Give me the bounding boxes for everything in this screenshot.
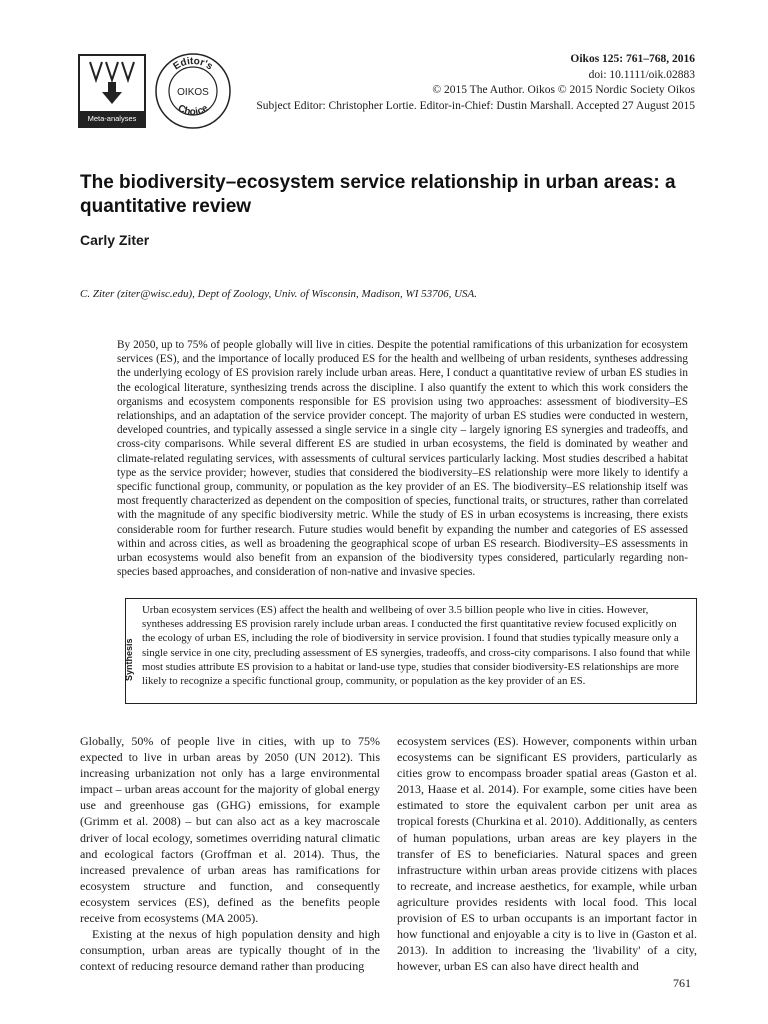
citation: Oikos 125: 761–768, 2016	[570, 53, 695, 65]
body-paragraph: ecosystem services (ES). However, components within urban ecosystems can be significant ES providers, particularly as cities grow to encompass broader spatial areas (Gaston et al. 2013, Haase et al. 2014). For example, some cities have been estimated to store the equivalent carbon per unit area as tropical forests (Churkina et al. 2010). Additionally, as centers of human populations, urban areas are key players in the transfer of ES to beneficiaries. Natural spaces and green infrastructure within urban areas provide citizens with places to recreate, and increase aesthetics, for example, while urban agriculture provides residents with local food. This local provision of ES to urban occupants is an important factor in how functional and enjoyable a city is to live in (Gaston et al. 2013). In addition to increasing the 'livability' of a city, however, urban ES can also have direct health and	[397, 734, 697, 974]
svg-text:OIKOS: OIKOS	[177, 87, 209, 98]
editors-choice-seal-icon	[154, 52, 232, 130]
arrows-icon	[80, 56, 144, 112]
synthesis-label-text: Synthesis	[124, 638, 134, 681]
meta-analyses-label: Meta-analyses	[80, 111, 144, 126]
editors-choice-badge	[154, 52, 232, 130]
body-paragraph: Existing at the nexus of high population density and high consumption, urban areas are typically thought of in the context of reducing resource demand rather than producing	[80, 927, 380, 974]
doi: doi: 10.1111/oik.02883	[588, 68, 695, 81]
journal-meta	[256, 52, 695, 114]
svg-text:Editor's: Editor's	[171, 55, 215, 73]
author-name: Carly Ziter	[80, 232, 150, 248]
body-paragraph: Globally, 50% of people live in cities, with up to 75% expected to live in urban areas by 2050 (UN 2012). This increasing urbanization not only has a large environmental impact – urban areas account for the majority of global energy use and greenhouse gas (GHG) emissions, for example (Grimm et al. 2008) – but can also act as a key macroscale driver of local ecology, sometimes overriding natural climatic and ecological factors (Groffman et al. 2014). Thus, the increased prevalence of urban areas has ramifications for ecosystem structure and function, and consequently ecosystem services (ES), defined as the benefits people receive from ecosystems (MA 2005).	[80, 734, 380, 926]
author-affiliation: C. Ziter (ziter@wisc.edu), Dept of Zoology, Univ. of Wisconsin, Madison, WI 53706, USA.	[80, 288, 478, 300]
synthesis-text: Urban ecosystem services (ES) affect the health and wellbeing of over 3.5 billion people who live in cities. However, syntheses addressing ES provision rarely include urban areas. I conducted the first quantitative review focused explicitly on the ecology of urban ES, including the role of biodiversity in service provision. I found that studies typically measure only a single service in one city, precluding assessment of ES synergies, tradeoffs, and cross-city comparisons. I also found that while most studies attribute ES provision to a habitat or land-use type, studies that consider biodiversity-ES relationships are more likely to recognize a specific functional group, community, or population as the key provider of an ES.	[142, 604, 691, 688]
synthesis-label	[124, 633, 138, 683]
synthesis-box	[125, 598, 697, 704]
article-title: The biodiversity–ecosystem service relationship in urban areas: a quantitative review	[80, 172, 676, 217]
copyright: © 2015 The Author. Oikos © 2015 Nordic Society Oikos	[432, 84, 695, 96]
body-column-right	[397, 733, 697, 974]
editors-line: Subject Editor: Christopher Lortie. Editor-in-Chief: Dustin Marshall. Accepted 27 August 2015	[256, 99, 695, 112]
meta-analyses-badge	[78, 54, 146, 128]
body-column-left	[80, 733, 380, 974]
page-number: 761	[673, 976, 691, 990]
abstract: By 2050, up to 75% of people globally will live in cities. Despite the potential ramifications of this urbanization for ecosystem services (ES), and the importance of locally produced ES for the health and wellbeing of urban residents, syntheses addressing the underlying ecology of ES provision rarely include urban areas. Here, I conduct a quantitative review of urban ES studies in the ecological literature, synthesizing trends across the discipline. I also quantify the extent to which this work considers the organisms and ecosystem components responsible for ES provision using two approaches: assessment of biodiversity–ES relationships, and an adaptation of the service provider concept. The majority of urban ES studies were conducted in western, developed countries, and typically assessed a single service in a single city – largely ignoring ES synergies and tradeoffs, and cross-city comparisons. While several different ES are studied in urban ecosystems, the field is dominated by weather and climate-related regulating services, with assessments of cultural services particularly lacking. Most studies described a habitat type as the service provider; however, studies that considered the biodiversity–ES relationship were more likely to identify a specific functional group, community, or population as the key provider of an ES. The biodiversity–ES relationship itself was most frequently characterized as dependent on the composition of species, functional traits, or structures, rather than correlated with the magnitude of any specific biodiversity metric. While the study of ES in urban ecosystems is increasing, there exists considerable room for further research. Future studies would benefit by expanding the number and categories of ES assessed within and across cities, as well as broadening the geographical scope of urban ES research. Biodiversity–ES assessments in urban ecosystems would also benefit from an expansion of the biodiversity types considered, particularly regarding non-species based approaches, and consideration of non-native and invasive species.	[117, 339, 688, 579]
svg-text:Choice: Choice	[175, 102, 211, 118]
